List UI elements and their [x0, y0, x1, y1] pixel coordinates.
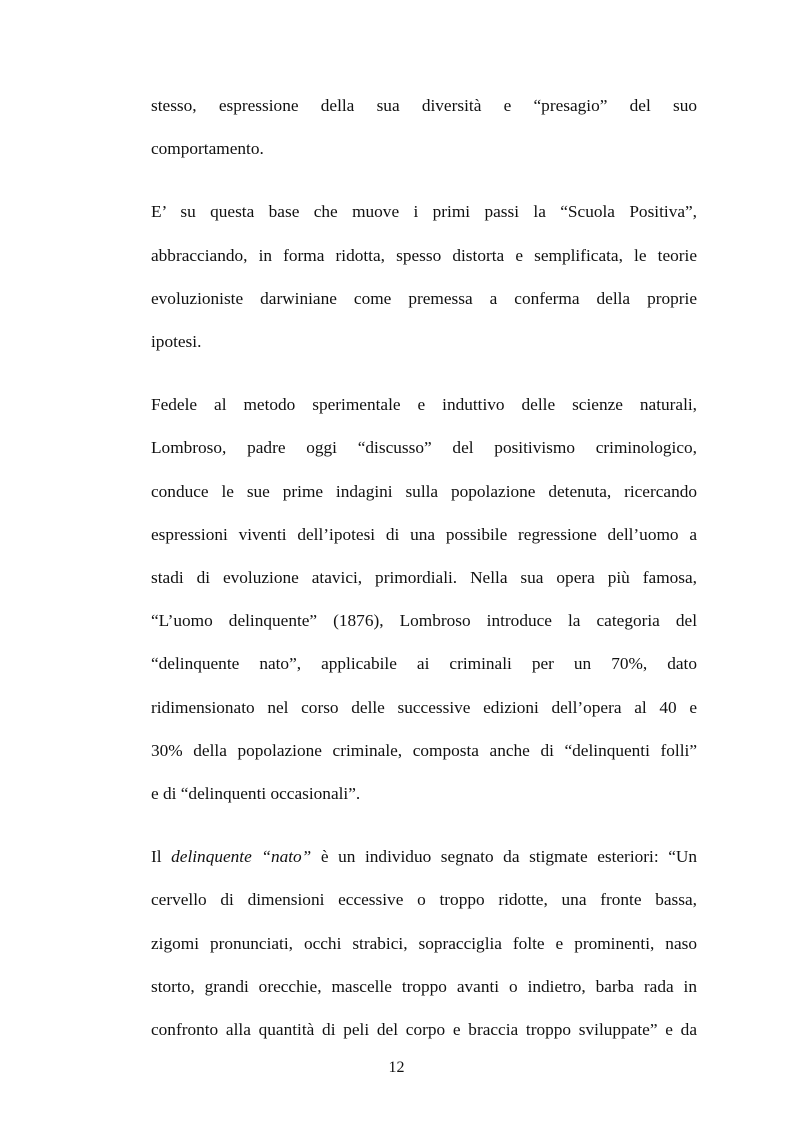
italic-term: delinquente “nato” — [171, 847, 312, 867]
text-line: ipotesi. — [151, 332, 202, 352]
text-line: e di “delinquenti occasionali”. — [151, 784, 361, 804]
text-line — [151, 835, 697, 878]
text-line: cervello di dimensioni eccessive o troppo ridotte, una fronte bassa, — [151, 890, 697, 910]
paragraph-1 — [151, 84, 697, 170]
text-line: “delinquente nato”, applicabile ai criminali per un 70%, dato — [151, 654, 697, 674]
text-line: conduce le sue prime indagini sulla popolazione detenuta, ricercando — [151, 481, 697, 501]
text-line: comportamento. — [151, 139, 264, 159]
text-line: “L’uomo delinquente” (1876), Lombroso introduce la categoria del — [151, 611, 697, 631]
text-line: confronto alla quantità di peli del corpo e braccia troppo sviluppate” e da — [151, 1020, 697, 1040]
text-fragment: è un individuo segnato da stigmate esteriori: “Un — [311, 847, 697, 867]
text-fragment: Il — [151, 847, 172, 867]
text-line: ridimensionato nel corso delle successive edizioni dell’opera al 40 e — [151, 697, 697, 717]
text-line: zigomi pronunciati, occhi strabici, sopracciglia folte e prominenti, naso — [151, 933, 697, 953]
paragraph-4 — [151, 835, 697, 1051]
text-line: storto, grandi orecchie, mascelle troppo avanti o indietro, barba rada in — [151, 976, 697, 996]
text-line: E’ su questa base che muove i primi passi la “Scuola Positiva”, — [151, 202, 697, 222]
paragraph-3 — [151, 383, 697, 815]
page-number: 12 — [388, 1059, 405, 1076]
text-line: evoluzioniste darwiniane come premessa a conferma della proprie — [151, 288, 697, 308]
text-line: abbracciando, in forma ridotta, spesso distorta e semplificata, le teorie — [151, 245, 697, 265]
text-line: stesso, espressione della sua diversità e “presagio” del suo — [151, 96, 697, 115]
text-line: stadi di evoluzione atavici, primordiali. Nella sua opera più famosa, — [151, 568, 697, 588]
text-line: 30% della popolazione criminale, composta anche di “delinquenti folli” — [151, 740, 697, 760]
text-line: Lombroso, padre oggi “discusso” del positivismo criminologico, — [151, 438, 697, 458]
text-line: espressioni viventi dell’ipotesi di una possibile regressione dell’uomo a — [151, 524, 697, 544]
text-line: Fedele al metodo sperimentale e induttivo delle scienze naturali, — [151, 395, 697, 415]
document-body — [151, 84, 697, 1071]
paragraph-2 — [151, 190, 697, 363]
